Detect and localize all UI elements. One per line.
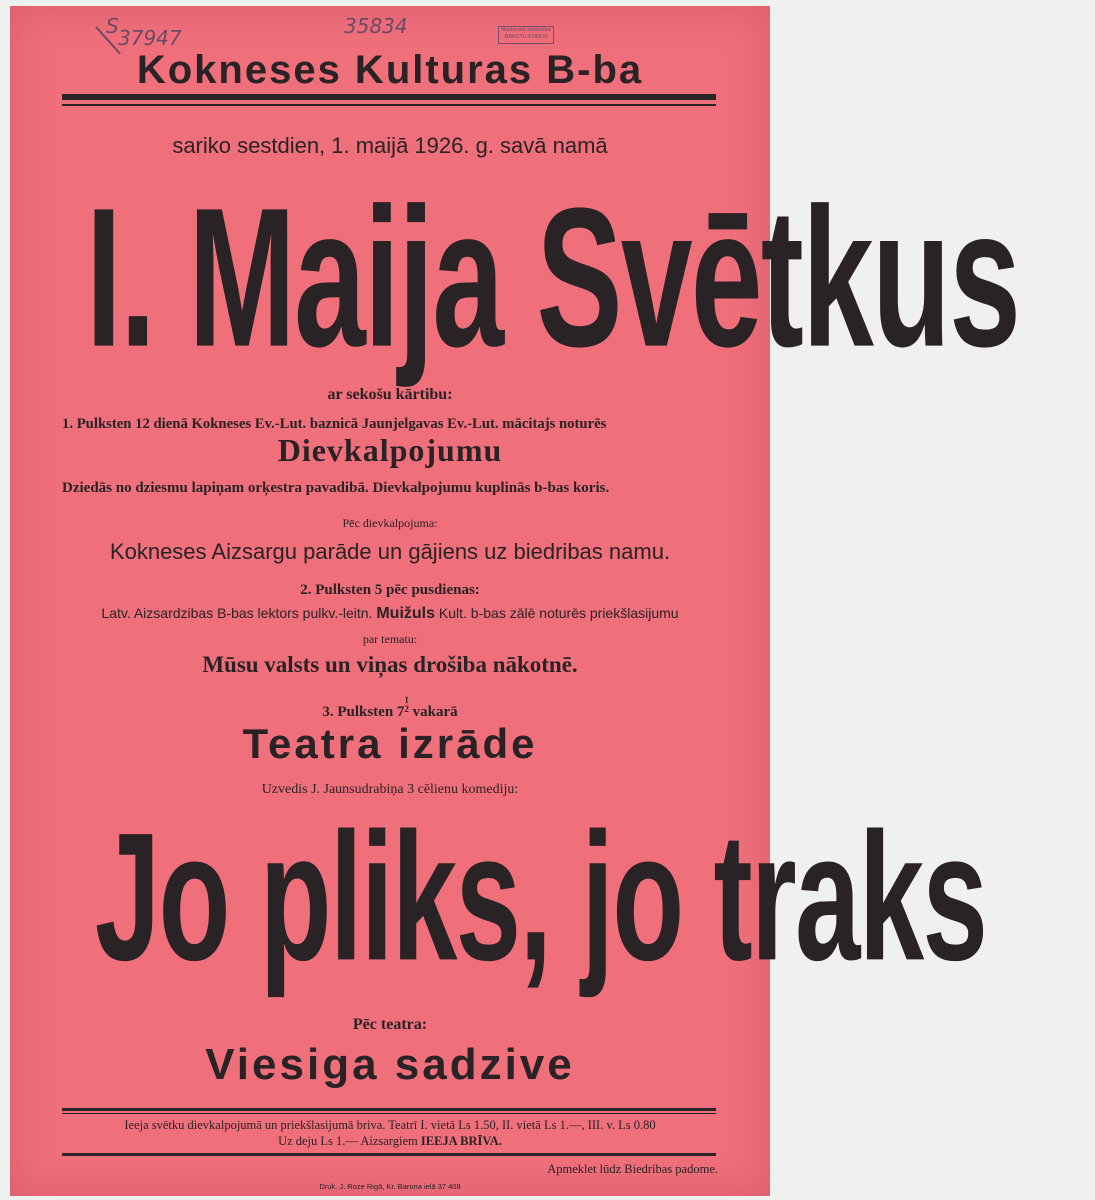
library-stamp — [498, 26, 554, 44]
play-title: Jo pliks, jo traks — [94, 794, 987, 999]
final-heading-wrap — [10, 1040, 770, 1090]
main-title: I. Maija Svētkus — [85, 166, 1020, 388]
footer-rule-bottom — [62, 1153, 716, 1156]
lecture-text-pre: Latv. Aizsardzibas B-bas lektors pulkv.-leitn. — [101, 605, 373, 621]
footer-rule-top-thin — [62, 1113, 716, 1114]
lecture-topic: Mūsu valsts un viņas drošiba nākotnē. — [202, 652, 578, 677]
after-theatre: Pēc teatra: — [352, 1016, 428, 1033]
item2-line: 2. Pulksten 5 pēc pusdienas: — [300, 582, 480, 598]
footer-rule-top — [62, 1108, 716, 1111]
item1-note: Dziedās no dziesmu lapiņam orķestra pavadibā. Dievkalpojumu kuplinās b-bas koris. — [62, 480, 610, 496]
order-line: ar sekošu kārtibu: — [327, 386, 453, 403]
item2-lecture — [10, 605, 770, 623]
pencil-mark-right: 35834 — [344, 14, 408, 38]
item3-line — [10, 696, 770, 721]
footer-line2-pre: Uz deju Ls 1.— Aizsargiem — [278, 1134, 418, 1148]
poster-sheet — [10, 6, 1020, 1196]
item3-line-post: vakarā — [408, 704, 458, 720]
printer-line: Druk. J. Roze Rigā, Kr. Barona ielā 37 408 — [319, 1182, 461, 1191]
header-rule-thin — [62, 104, 716, 106]
play-intro: Uzvedis J. Jaunsudrabiņa 3 cēlienu komediju: — [261, 782, 519, 797]
pencil-mark-left-number: 37947 — [118, 26, 182, 50]
free-entry: IEEJA BRĪVA. — [420, 1134, 502, 1148]
theatre-heading: Teatra izrāde — [242, 720, 538, 767]
theatre-heading-wrap — [10, 720, 770, 768]
final-heading: Viesiga sadzive — [205, 1040, 575, 1089]
org-header-wrap — [10, 48, 770, 93]
footer-line2 — [10, 1134, 770, 1149]
main-title-wrap — [10, 166, 1020, 388]
stamp-line-2: RAKSTU FONDS — [504, 34, 548, 40]
time-fraction-den: 2 — [404, 704, 409, 714]
stamp-line-1: Nacionālā bibliotēka — [501, 27, 551, 33]
lecture-text-post: Kult. b-bas zālē noturēs priekšlasijumu — [438, 605, 679, 621]
footer-line1: Ieeja svētku dievkalpojumā un priekšlasijumā briva. Teatrī I. vietā Ls 1.50, II. vietā Ls 1.—, III. v. Ls 0.80 — [124, 1118, 656, 1132]
intro-line: sariko sestdien, 1. maijā 1926. g. savā namā — [172, 133, 608, 158]
invite-line: Apmeklet lūdz Biedribas padome. — [547, 1162, 718, 1176]
item1-after: Pēc dievkalpojuma: — [342, 516, 438, 530]
item1-line: 1. Pulksten 12 dienā Kokneses Ev.-Lut. baznicā Jaunjelgavas Ev.-Lut. mācitajs noturēs — [62, 416, 607, 432]
topic-label: par tematu: — [362, 632, 418, 646]
item1-parade: Kokneses Aizsargu parāde un gājiens uz biedribas namu. — [109, 539, 671, 564]
item3-line-pre: 3. Pulksten 7 — [322, 704, 405, 720]
org-header: Kokneses Kulturas B-ba — [136, 48, 644, 92]
header-rule-thick — [62, 94, 716, 100]
lecturer-name: Muižuls — [376, 605, 436, 622]
play-title-wrap — [10, 794, 987, 999]
item1-heading: Dievkalpojumu — [277, 432, 503, 468]
time-fraction-num: 1 — [404, 695, 409, 705]
pencil-mark-left: S — [106, 14, 119, 38]
